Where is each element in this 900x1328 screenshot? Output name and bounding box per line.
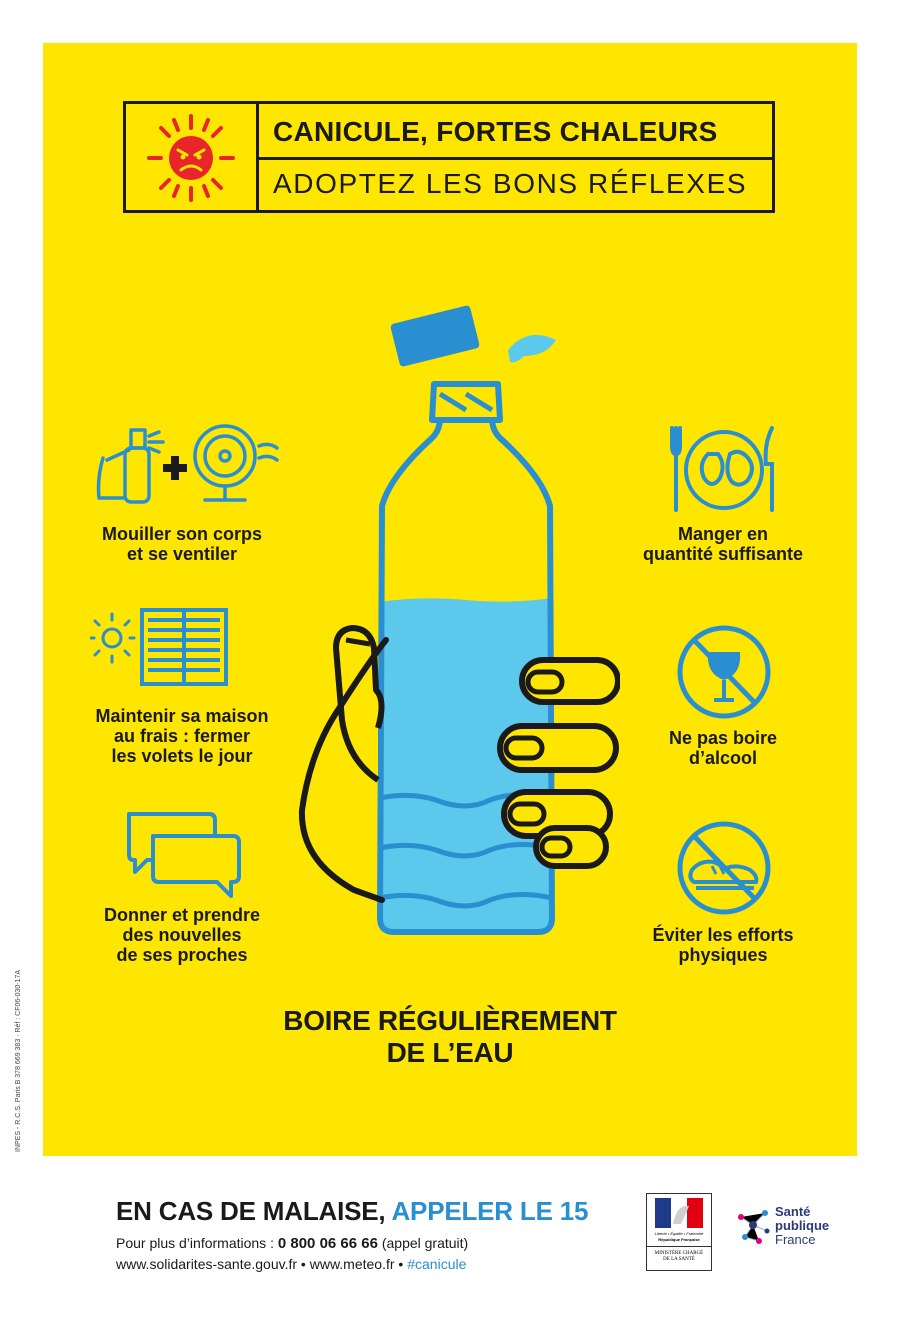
side-reference: INPES - R.C.S. Paris B 378 669 383 · Réf : CF06-030-17A — [15, 969, 22, 1152]
marianne-logo-icon — [655, 1198, 703, 1228]
tip-label-no-alcohol: Ne pas boire d’alcool — [668, 728, 778, 768]
plate-fork-knife-icon — [668, 424, 780, 514]
phone-number[interactable]: 0 800 06 66 66 — [277, 1235, 378, 1252]
ministry-republic: République Française — [658, 1237, 700, 1242]
page-title: CANICULE, FORTES CHALEURS — [273, 116, 718, 147]
tip-label-keep-house-cool: Maintenir sa maison au frais : fermer les volets le jour — [95, 706, 269, 766]
urgent-call: APPELER LE 15 — [391, 1196, 589, 1226]
no-sneakers-icon — [674, 818, 774, 918]
spf-line-1: Santé — [775, 1204, 811, 1219]
tip-label-eat-enough: Manger en quantité suffisante — [642, 524, 803, 564]
header-box — [123, 101, 775, 213]
ministry-name: MINISTÈRE CHARGÉ DE LA SANTÉ — [654, 1251, 704, 1262]
network-dots-icon — [735, 1207, 773, 1247]
sante-publique-france-logo — [735, 1203, 855, 1263]
info-prefix: Pour plus d’informations : — [116, 1235, 278, 1251]
urgent-prefix: EN CAS DE MALAISE, — [116, 1196, 392, 1226]
web-links — [116, 1256, 466, 1272]
page-subtitle: ADOPTEZ LES BONS RÉFLEXES — [273, 168, 748, 199]
hand-holding-water-bottle-icon — [290, 300, 620, 980]
ministry-logo — [646, 1193, 712, 1271]
no-alcohol-icon — [674, 622, 774, 722]
spf-line-3: France — [775, 1232, 816, 1247]
header-divider — [259, 157, 772, 160]
tip-label-wet-and-ventilate: Mouiller son corps et se ventiler — [101, 524, 263, 564]
separator: • — [297, 1256, 310, 1272]
link-meteo[interactable]: www.meteo.fr — [309, 1256, 395, 1272]
info-line — [116, 1235, 468, 1252]
spf-line-2: publique — [775, 1218, 830, 1233]
sun-and-shutters-icon — [90, 608, 230, 688]
link-solidarites-sante[interactable]: www.solidarites-sante.gouv.fr — [116, 1256, 298, 1272]
tip-label-keep-in-touch: Donner et prendre des nouvelles de ses proches — [103, 905, 261, 965]
hashtag-canicule[interactable]: #canicule — [407, 1256, 467, 1272]
speech-bubbles-icon — [123, 810, 243, 900]
tip-label-avoid-effort: Éviter les efforts physiques — [652, 925, 794, 965]
separator: • — [394, 1256, 408, 1272]
urgent-message — [116, 1196, 588, 1227]
angry-sun-icon — [136, 112, 246, 204]
ministry-motto: Liberté • Égalité • Fraternité — [654, 1231, 704, 1236]
ministry-divider — [647, 1246, 711, 1247]
spray-and-fan-icon — [93, 418, 283, 508]
info-suffix: (appel gratuit) — [377, 1235, 469, 1251]
main-caption: BOIRE RÉGULIÈREMENT DE L’EAU — [283, 1005, 617, 1068]
